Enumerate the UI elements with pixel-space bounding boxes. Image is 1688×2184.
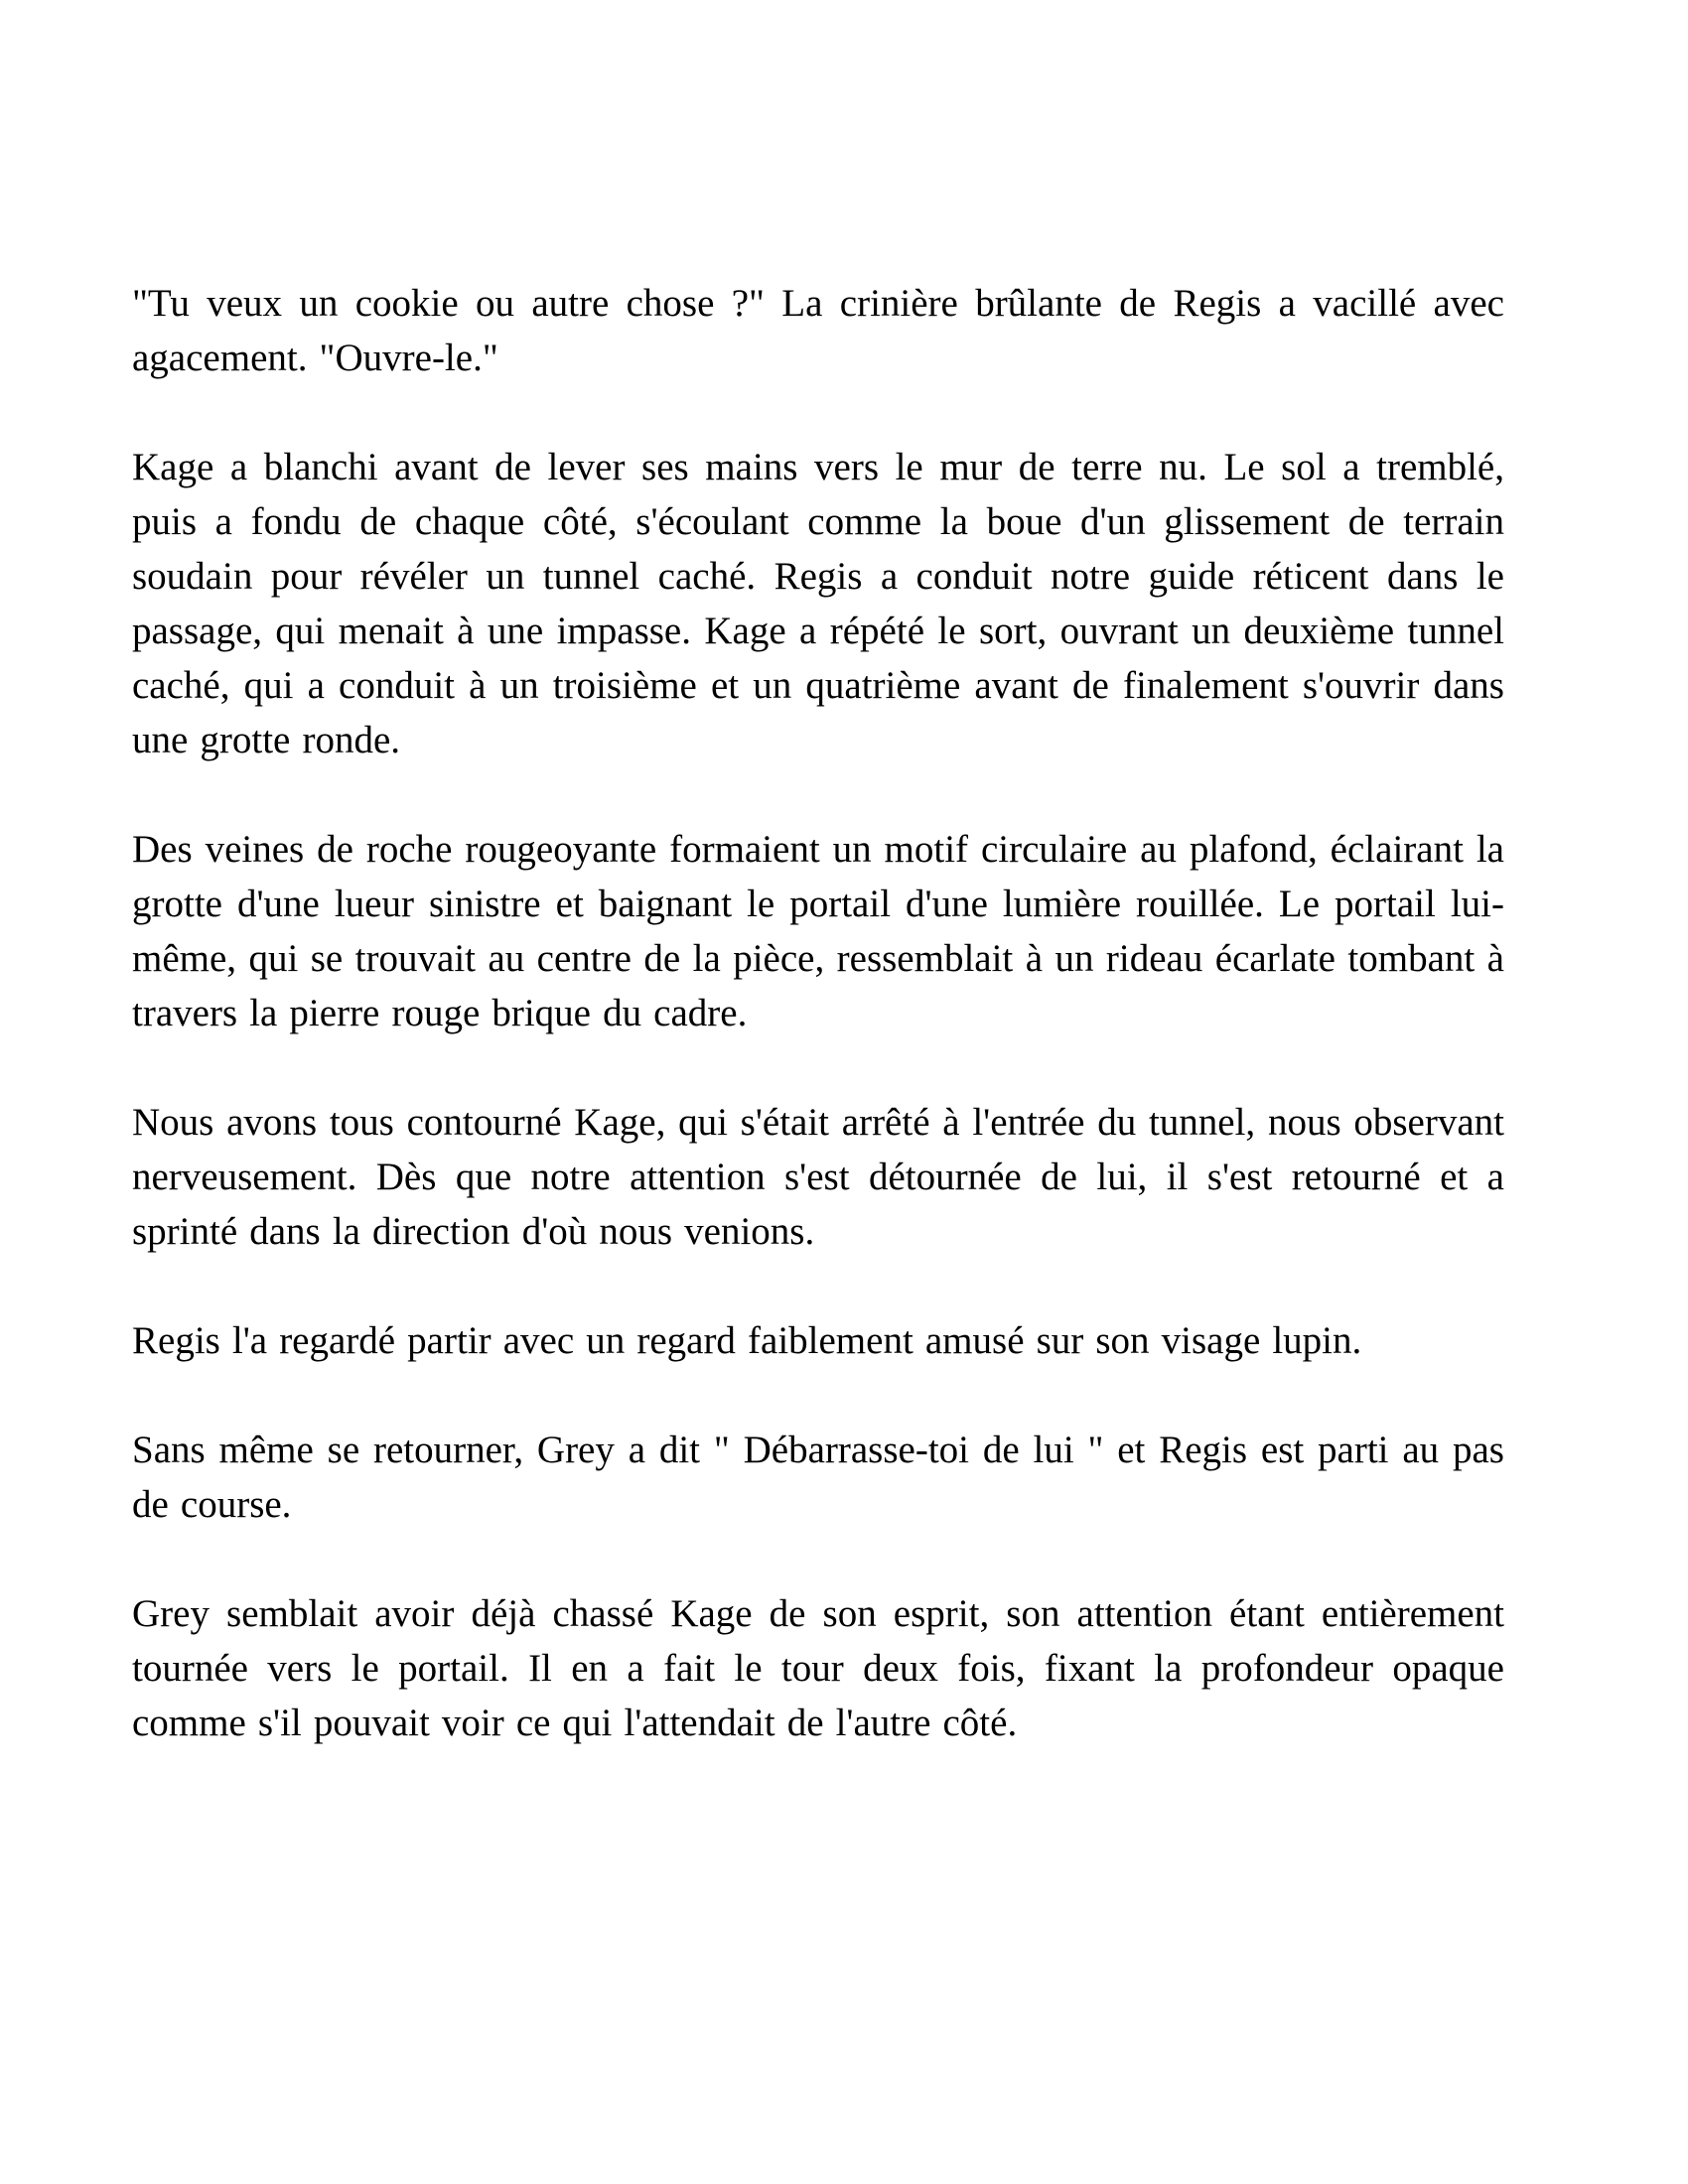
paragraph-regis-amused: Regis l'a regardé partir avec un regard faiblement amusé sur son visage lupin.: [132, 1319, 1362, 1362]
paragraph-kage-flees: Nous avons tous contourné Kage, qui s'était arrêté à l'entrée du tunnel, nous observant nerveusement. Dès que notre attention s'est détournée de lui, il s'est retourné et a sprinté dans la direction d'où nous venions.: [132, 1101, 1504, 1253]
paragraph-cave-portal: Des veines de roche rougeoyante formaient un motif circulaire au plafond, éclairant la grotte d'une lueur sinistre et baignant le portail d'une lumière rouillée. Le portail lui-même, qui se trouvait au centre de la pièce, ressemblait à un rideau écarlate tombant à travers la pierre rouge brique du cadre.: [132, 828, 1504, 1034]
paragraph-grey-order: Sans même se retourner, Grey a dit " Débarrasse-toi de lui " et Regis est parti au pas de course.: [132, 1429, 1504, 1526]
paragraph-kage-tunnels: Kage a blanchi avant de lever ses mains vers le mur de terre nu. Le sol a tremblé, puis a fondu de chaque côté, s'écoulant comme la boue d'un glissement de terrain soudain pour révéler un tunnel caché. Regis a conduit notre guide réticent dans le passage, qui menait à une impasse. Kage a répété le sort, ouvrant un deuxième tunnel caché, qui a conduit à un troisième et un quatrième avant de finalement s'ouvrir dans une grotte ronde.: [132, 446, 1504, 761]
document-text-block: [132, 276, 1504, 1805]
paragraph-grey-portal: Grey semblait avoir déjà chassé Kage de son esprit, son attention étant entièrement tournée vers le portail. Il en a fait le tour deux fois, fixant la profondeur opaque comme s'il pouvait voir ce qui l'attendait de l'autre côté.: [132, 1592, 1504, 1744]
paragraph-dialogue-cookie: "Tu veux un cookie ou autre chose ?" La crinière brûlante de Regis a vacillé avec agacement. "Ouvre-le.": [132, 282, 1504, 379]
